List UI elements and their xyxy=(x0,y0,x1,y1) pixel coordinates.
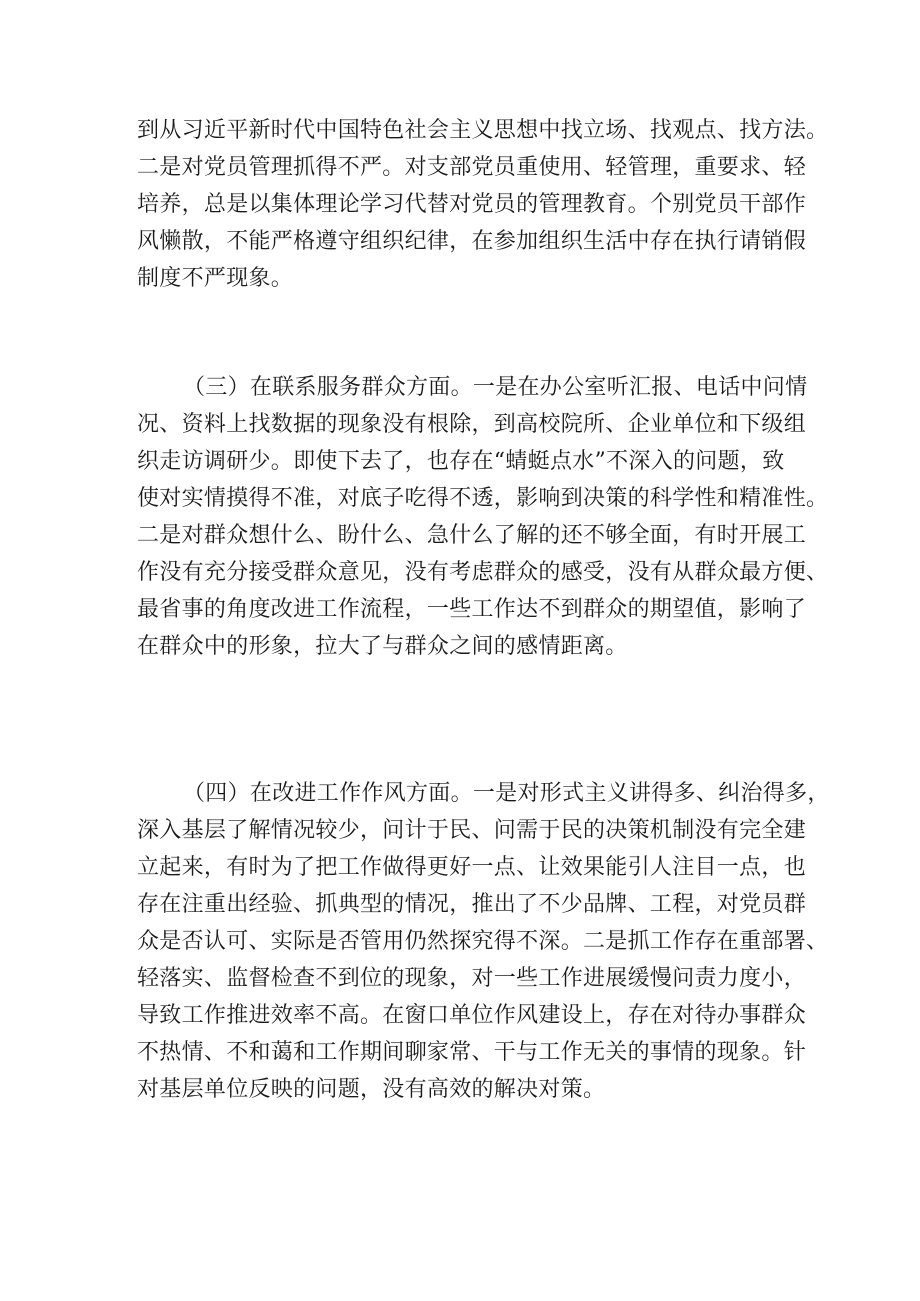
text-line: 况、资料上找数据的现象没有根除，到高校院所、企业单位和下级组 xyxy=(137,412,807,437)
text-line: 立起来，有时为了把工作做得更好一点、让效果能引人注目一点，也 xyxy=(137,855,807,880)
text-line: 使对实情摸得不准，对底子吃得不透，影响到决策的科学性和精准性。 xyxy=(137,486,829,511)
paragraph-party-member-management xyxy=(137,112,829,297)
text-line: （四）在改进工作作风方面。一是对形式主义讲得多、纠治得多， xyxy=(183,781,830,806)
text-line: （三）在联系服务群众方面。一是在办公室听汇报、电话中问情 xyxy=(183,375,808,400)
text-line: 培养，总是以集体理论学习代替对党员的管理教育。个别党员干部作 xyxy=(137,192,807,217)
text-line: 对基层单位反映的问题，没有高效的解决对策。 xyxy=(137,1077,606,1102)
text-line: 风懒散，不能严格遵守组织纪律，在参加组织生活中存在执行请销假 xyxy=(137,229,807,254)
text-line: 众是否认可、实际是否管用仍然探究得不深。二是抓工作存在重部署、 xyxy=(137,929,829,954)
text-line: 二是对党员管理抓得不严。对支部党员重使用、轻管理，重要求、轻 xyxy=(137,155,807,180)
text-line: 在群众中的形象，拉大了与群众之间的感情距离。 xyxy=(137,634,628,659)
text-line: 存在注重出经验、抓典型的情况，推出了不少品牌、工程，对党员群 xyxy=(137,892,807,917)
text-line: 最省事的角度改进工作流程，一些工作达不到群众的期望值，影响了 xyxy=(137,597,807,622)
text-line: 深入基层了解情况较少，问计于民、问需于民的决策机制没有完全建 xyxy=(137,818,807,843)
paragraph-improving-work-style xyxy=(137,775,830,1108)
text-line: 不热情、不和蔼和工作期间聊家常、干与工作无关的事情的现象。针 xyxy=(137,1040,807,1065)
text-line: 织走访调研少。即使下去了，也存在“蜻蜓点水”不深入的问题，致 xyxy=(137,449,785,474)
paragraph-serving-the-masses xyxy=(137,369,829,665)
text-line: 轻落实、监督检查不到位的现象，对一些工作进展缓慢问责力度小， xyxy=(137,966,807,991)
text-line: 制度不严现象。 xyxy=(137,266,294,291)
text-line: 作没有充分接受群众意见，没有考虑群众的感受，没有从群众最方便、 xyxy=(137,560,829,585)
text-line: 到从习近平新时代中国特色社会主义思想中找立场、找观点、找方法。 xyxy=(137,118,829,143)
text-line: 导致工作推进效率不高。在窗口单位作风建设上，存在对待办事群众 xyxy=(137,1003,807,1028)
text-line: 二是对群众想什么、盼什么、急什么了解的还不够全面，有时开展工 xyxy=(137,523,807,548)
